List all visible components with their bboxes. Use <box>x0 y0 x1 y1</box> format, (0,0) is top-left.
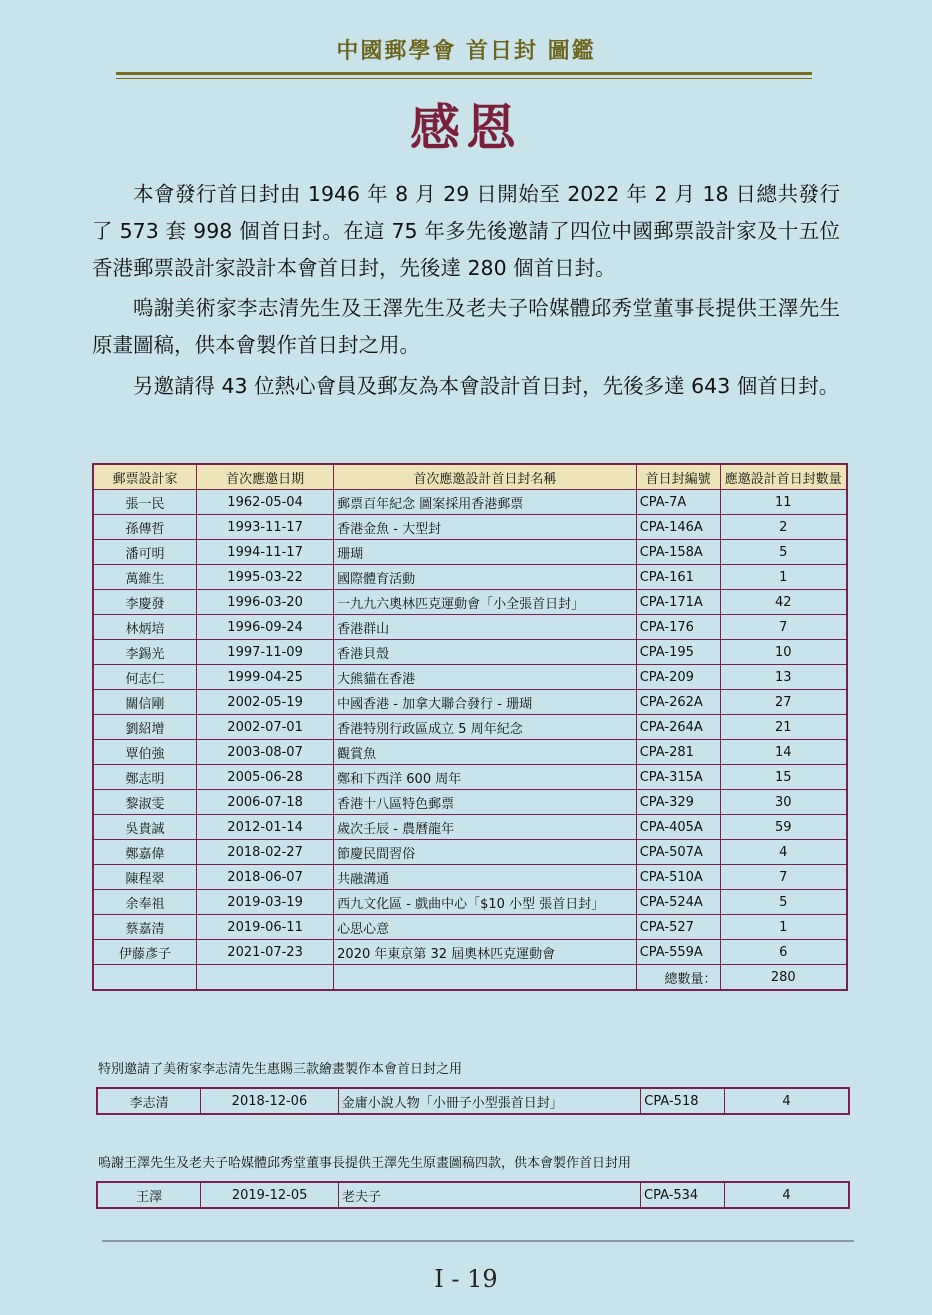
cell-date: 2019-12-05 <box>201 1182 339 1208</box>
cell-designer: 黎淑雯 <box>93 790 197 815</box>
cell-quantity: 13 <box>720 665 847 690</box>
cell-designer: 鄭志明 <box>93 765 197 790</box>
cell-quantity: 10 <box>720 640 847 665</box>
cell-cover-number: CPA-264A <box>636 715 720 740</box>
cell-cover-name: 郵票百年紀念 圖案採用香港郵票 <box>334 490 637 515</box>
cell-cover-name: 老夫子 <box>339 1182 641 1208</box>
table-row <box>93 915 847 940</box>
cell-designer: 張一民 <box>93 490 197 515</box>
footer-rule <box>102 1240 854 1242</box>
cell-cover-name: 2020 年東京第 32 屆奧林匹克運動會 <box>334 940 637 965</box>
table-row <box>93 490 847 515</box>
cell-date: 1993-11-17 <box>197 515 334 540</box>
cell-cover-name: 香港十八區特色郵票 <box>334 790 637 815</box>
cell-designer: 吳貴誠 <box>93 815 197 840</box>
cell-quantity: 2 <box>720 515 847 540</box>
cell-designer: 鄭嘉偉 <box>93 840 197 865</box>
cell-quantity: 42 <box>720 590 847 615</box>
cell-date: 2003-08-07 <box>197 740 334 765</box>
table-row <box>93 565 847 590</box>
total-empty-cell <box>334 965 637 991</box>
cell-cover-name: 節慶民間習俗 <box>334 840 637 865</box>
intro-paragraph-3: 另邀請得 43 位熱心會員及郵友為本會設計首日封，先後多達 643 個首日封。 <box>133 374 840 398</box>
cell-quantity: 27 <box>720 690 847 715</box>
column-header-designer: 郵票設計家 <box>93 464 197 490</box>
cell-quantity: 4 <box>725 1088 849 1114</box>
cell-designer: 李慶發 <box>93 590 197 615</box>
page-number: I - 19 <box>434 1265 498 1293</box>
cell-designer: 李錫光 <box>93 640 197 665</box>
special-invite-note: 特別邀請了美術家李志清先生惠賜三款繪畫製作本會首日封之用 <box>98 1062 463 1077</box>
cell-designer: 王澤 <box>97 1182 201 1208</box>
column-header-quantity: 應邀設計首日封數量 <box>720 464 847 490</box>
intro-paragraph-1: 本會發行首日封由 1946 年 8 月 29 日開始至 2022 年 2 月 18 日總共發行了 573 套 998 個首日封。在這 75 年多先後邀請了四位中國郵票設計家及十五位香港郵票設計家設計本會首日封，先後達 280 個首日封。 <box>92 182 840 280</box>
cell-cover-name: 觀賞魚 <box>334 740 637 765</box>
cell-date: 2012-01-14 <box>197 815 334 840</box>
cell-date: 1999-04-25 <box>197 665 334 690</box>
cell-cover-name: 共融溝通 <box>334 865 637 890</box>
total-empty-cell <box>93 965 197 991</box>
cell-designer: 覃伯強 <box>93 740 197 765</box>
cell-designer: 孫傳哲 <box>93 515 197 540</box>
cell-date: 1997-11-09 <box>197 640 334 665</box>
cell-date: 2018-12-06 <box>201 1088 339 1114</box>
cell-cover-number: CPA-518 <box>641 1088 725 1114</box>
table-row <box>93 690 847 715</box>
cell-cover-name: 鄭和下西洋 600 周年 <box>334 765 637 790</box>
cell-cover-number: CPA-405A <box>636 815 720 840</box>
cell-quantity: 21 <box>720 715 847 740</box>
cell-cover-number: CPA-329 <box>636 790 720 815</box>
table-row <box>93 890 847 915</box>
table-row <box>97 1088 849 1114</box>
cell-quantity: 1 <box>720 565 847 590</box>
total-value: 280 <box>720 965 847 991</box>
cell-cover-name: 一九九六奧林匹克運動會「小全張首日封」 <box>334 590 637 615</box>
acknowledgement-note: 嗚謝王澤先生及老夫子哈媒體邱秀堂董事長提供王澤先生原畫圖稿四款，供本會製作首日封用 <box>98 1156 632 1171</box>
cell-cover-number: CPA-524A <box>636 890 720 915</box>
cell-date: 2019-03-19 <box>197 890 334 915</box>
cell-designer: 余奉祖 <box>93 890 197 915</box>
column-header-cover-name: 首次應邀設計首日封名稱 <box>334 464 637 490</box>
cell-cover-number: CPA-281 <box>636 740 720 765</box>
cell-date: 2019-06-11 <box>197 915 334 940</box>
table-header-row <box>93 464 847 490</box>
table-row <box>93 715 847 740</box>
cell-cover-number: CPA-195 <box>636 640 720 665</box>
cell-cover-number: CPA-209 <box>636 665 720 690</box>
cell-date: 2018-02-27 <box>197 840 334 865</box>
table-row <box>93 765 847 790</box>
cell-quantity: 5 <box>720 890 847 915</box>
cell-cover-number: CPA-158A <box>636 540 720 565</box>
cell-cover-number: CPA-534 <box>641 1182 725 1208</box>
cell-cover-number: CPA-7A <box>636 490 720 515</box>
cell-cover-name: 心思心意 <box>334 915 637 940</box>
cell-date: 2021-07-23 <box>197 940 334 965</box>
cell-cover-number: CPA-527 <box>636 915 720 940</box>
cell-cover-number: CPA-161 <box>636 565 720 590</box>
cell-quantity: 4 <box>724 1182 849 1208</box>
cell-cover-number: CPA-262A <box>636 690 720 715</box>
table-row <box>97 1182 849 1208</box>
cell-quantity: 4 <box>720 840 847 865</box>
cell-cover-name: 國際體育活動 <box>334 565 637 590</box>
cell-quantity: 14 <box>720 740 847 765</box>
column-header-date: 首次應邀日期 <box>197 464 334 490</box>
cell-quantity: 7 <box>720 615 847 640</box>
cell-date: 2018-06-07 <box>197 865 334 890</box>
cell-designer: 李志清 <box>97 1088 201 1114</box>
cell-cover-number: CPA-559A <box>636 940 720 965</box>
header-title: 中國郵學會 首日封 圖鑑 <box>336 38 596 64</box>
cell-cover-name: 西九文化區 - 戲曲中心「$10 小型 張首日封」 <box>334 890 637 915</box>
cell-designer: 何志仁 <box>93 665 197 690</box>
intro-paragraph-2: 嗚謝美術家李志清先生及王澤先生及老夫子哈媒體邱秀堂董事長提供王澤先生原畫圖稿，供本會製作首日封之用。 <box>92 296 840 357</box>
table-row <box>93 815 847 840</box>
table-row <box>93 790 847 815</box>
cell-cover-name: 中國香港 - 加拿大聯合發行 - 珊瑚 <box>334 690 637 715</box>
table-row <box>93 665 847 690</box>
cell-designer: 蔡嘉清 <box>93 915 197 940</box>
cell-designer: 陳程翠 <box>93 865 197 890</box>
cell-date: 2005-06-28 <box>197 765 334 790</box>
cell-date: 1996-03-20 <box>197 590 334 615</box>
cell-quantity: 5 <box>720 540 847 565</box>
cell-quantity: 11 <box>720 490 847 515</box>
cell-date: 1996-09-24 <box>197 615 334 640</box>
header-rule-thin <box>116 78 812 79</box>
cell-date: 2006-07-18 <box>197 790 334 815</box>
table-row <box>93 640 847 665</box>
cell-quantity: 6 <box>720 940 847 965</box>
cell-date: 1994-11-17 <box>197 540 334 565</box>
cell-cover-name: 珊瑚 <box>334 540 637 565</box>
table-total-row <box>93 965 847 991</box>
table-row <box>93 740 847 765</box>
table-row <box>93 515 847 540</box>
special-invite-table <box>96 1087 850 1115</box>
cell-cover-number: CPA-315A <box>636 765 720 790</box>
total-label: 總數量： <box>636 965 720 991</box>
table-row <box>93 840 847 865</box>
cell-designer: 關信剛 <box>93 690 197 715</box>
table-row <box>93 540 847 565</box>
table-row <box>93 590 847 615</box>
column-header-cover-number: 首日封編號 <box>636 464 720 490</box>
cell-cover-number: CPA-176 <box>636 615 720 640</box>
acknowledgement-table <box>96 1181 850 1209</box>
table-row <box>93 865 847 890</box>
cell-cover-number: CPA-146A <box>636 515 720 540</box>
cell-date: 1995-03-22 <box>197 565 334 590</box>
cell-designer: 伊藤彥子 <box>93 940 197 965</box>
cell-cover-number: CPA-171A <box>636 590 720 615</box>
cell-cover-name: 香港群山 <box>334 615 637 640</box>
cell-cover-name: 金庸小說人物「小冊子小型張首日封」 <box>338 1088 641 1114</box>
header-rule <box>116 72 812 75</box>
page-title: 感恩 <box>410 98 522 157</box>
cell-quantity: 59 <box>720 815 847 840</box>
designer-table <box>92 463 848 991</box>
cell-quantity: 7 <box>720 865 847 890</box>
cell-cover-name: 歲次壬辰 - 農曆龍年 <box>334 815 637 840</box>
cell-cover-number: CPA-507A <box>636 840 720 865</box>
table-body <box>93 490 847 965</box>
cell-cover-number: CPA-510A <box>636 865 720 890</box>
total-empty-cell <box>197 965 334 991</box>
cell-cover-name: 香港金魚 - 大型封 <box>334 515 637 540</box>
cell-date: 1962-05-04 <box>197 490 334 515</box>
cell-cover-name: 大熊貓在香港 <box>334 665 637 690</box>
cell-date: 2002-07-01 <box>197 715 334 740</box>
cell-designer: 林炳培 <box>93 615 197 640</box>
cell-quantity: 30 <box>720 790 847 815</box>
cell-designer: 萬維生 <box>93 565 197 590</box>
table-row <box>93 615 847 640</box>
cell-date: 2002-05-19 <box>197 690 334 715</box>
cell-cover-name: 香港特別行政區成立 5 周年紀念 <box>334 715 637 740</box>
cell-designer: 潘可明 <box>93 540 197 565</box>
table-row <box>93 940 847 965</box>
cell-cover-name: 香港貝殼 <box>334 640 637 665</box>
cell-quantity: 1 <box>720 915 847 940</box>
cell-quantity: 15 <box>720 765 847 790</box>
cell-designer: 劉紹增 <box>93 715 197 740</box>
